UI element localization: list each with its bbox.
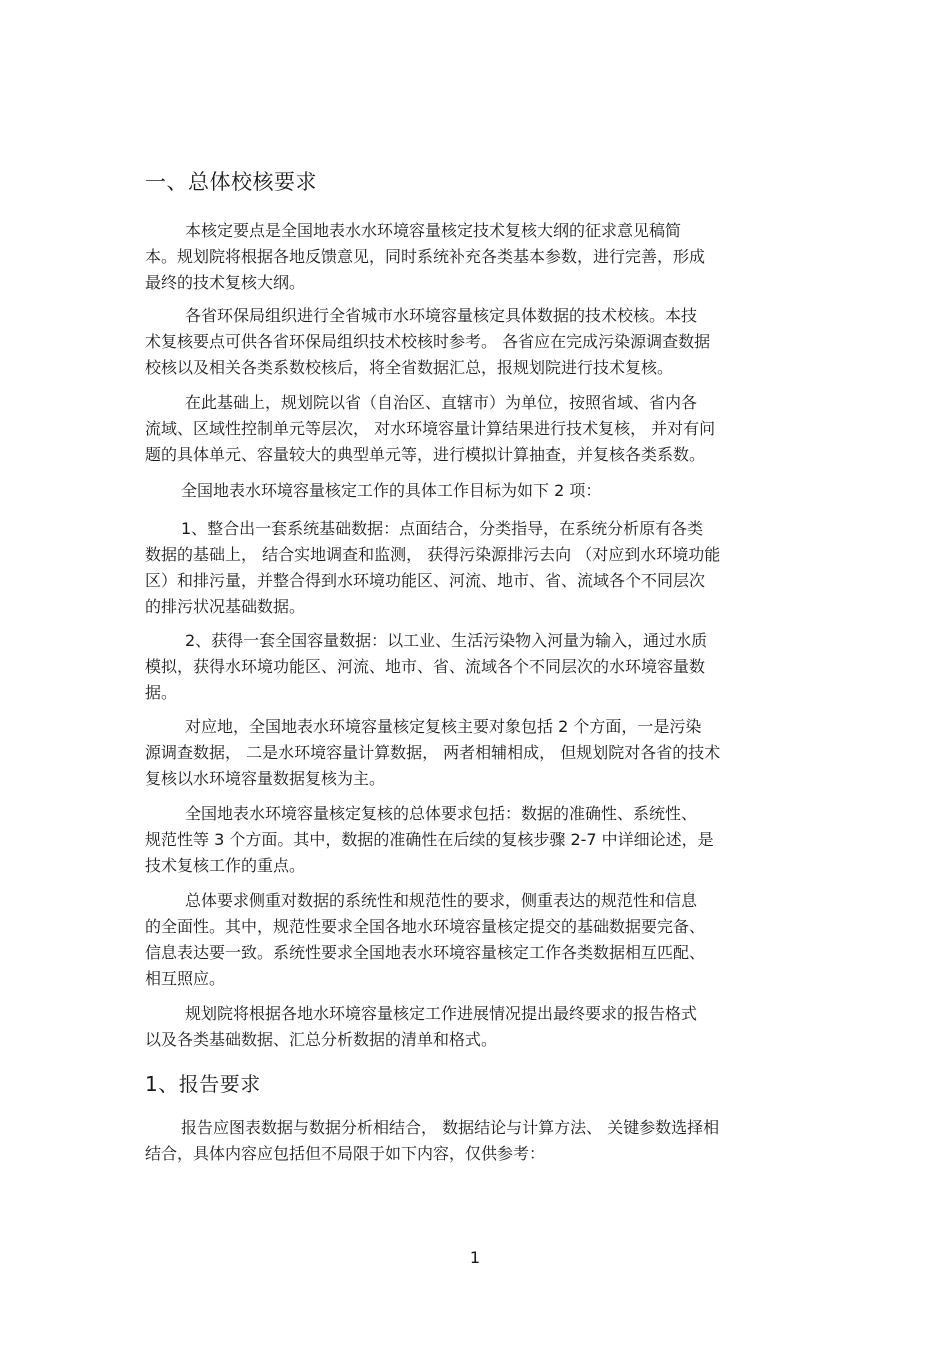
paragraph-line: 规范性等 3 个方面。其中，数据的准确性在后续的复核步骤 2-7 中详细论述，是 [145,830,714,849]
paragraph-line: 术复核要点可供各省环保局组织技术校核时参考。 各省应在完成污染源调查数据 [145,332,711,351]
paragraph-line: 信息表达要一致。系统性要求全国地表水环境容量核定工作各类数据相互匹配、 [145,943,706,962]
paragraph-3 [145,390,805,468]
paragraph-5 [145,516,805,620]
paragraph-9 [145,888,805,992]
paragraph-2 [145,303,805,381]
paragraph-line: 对应地，全国地表水环境容量核定复核主要对象包括 2 个方面，一是污染 [185,717,702,736]
paragraph-report [145,1115,805,1167]
paragraph-line: 源调查数据， 二是水环境容量计算数据， 两者相辅相成， 但规划院对各省的技术 [145,743,721,762]
paragraph-line: 模拟，获得水环境功能区、河流、地市、省、流域各个不同层次的水环境容量数 [145,657,706,676]
paragraph-line: 的排污状况基础数据。 [145,597,306,616]
paragraph-line: 1、整合出一套系统基础数据：点面结合，分类指导，在系统分析原有各类 [181,519,704,538]
paragraph-line: 全国地表水环境容量核定工作的具体工作目标为如下 2 项： [181,481,602,500]
paragraph-7 [145,714,805,792]
paragraph-line: 各省环保局组织进行全省城市水环境容量核定具体数据的技术校核。本技 [185,306,698,325]
paragraph-line: 校核以及相关各类系数校核后，将全省数据汇总，报规划院进行技术复核。 [145,358,674,377]
paragraph-line: 技术复核工作的重点。 [145,856,306,875]
paragraph-line: 总体要求侧重对数据的系统性和规范性的要求，侧重表达的规范性和信息 [185,891,698,910]
paragraph-line: 题的具体单元、容量较大的典型单元等，进行模拟计算抽查，并复核各类系数。 [145,445,706,464]
paragraph-4 [145,478,805,504]
paragraph-line: 据。 [145,683,178,702]
paragraph-line: 相互照应。 [145,969,226,988]
paragraph-10 [145,1001,805,1053]
paragraph-line: 结合，具体内容应包括但不局限于如下内容，仅供参考： [145,1144,546,1163]
paragraph-line: 全国地表水环境容量核定复核的总体要求包括：数据的准确性、系统性、 [185,804,698,823]
paragraph-line: 本核定要点是全国地表水水环境容量核定技术复核大纲的征求意见稿简 [185,221,682,240]
paragraph-line: 以及各类基础数据、汇总分析数据的清单和格式。 [145,1030,498,1049]
paragraph-line: 在此基础上，规划院以省（自治区、直辖市）为单位，按照省域、省内各 [185,393,698,412]
paragraph-line: 最终的技术复核大纲。 [145,273,306,292]
paragraph-8 [145,801,805,879]
page-number: 1 [469,1248,481,1267]
paragraph-6 [145,628,805,706]
paragraph-line: 的全面性。其中，规范性要求全国各地水环境容量核定提交的基础数据要完备、 [145,917,706,936]
paragraph-line: 复核以水环境容量数据复核为主。 [145,769,386,788]
paragraph-line: 规划院将根据各地水环境容量核定工作进展情况提出最终要求的报告格式 [185,1004,698,1023]
paragraph-line: 本。规划院将根据各地反馈意见，同时系统补充各类基本参数，进行完善，形成 [145,247,706,266]
paragraph-line: 2、获得一套全国容量数据：以工业、生活污染物入河量为输入，通过水质 [185,631,708,650]
paragraph-line: 区）和排污量，并整合得到水环境功能区、河流、地市、省、流域各个不同层次 [145,571,706,590]
section-heading-report-requirements: 1、报告要求 [145,1072,261,1096]
paragraph-1 [145,218,805,296]
paragraph-line: 数据的基础上， 结合实地调查和监测， 获得污染源排污去向 （对应到水环境功能 [145,545,721,564]
paragraph-line: 流域、区域性控制单元等层次， 对水环境容量计算结果进行技术复核， 并对有问 [145,419,716,438]
paragraph-line: 报告应图表数据与数据分析相结合， 数据结论与计算方法、 关键参数选择相 [181,1118,720,1137]
section-heading-overall-requirements: 一、总体校核要求 [145,170,317,194]
